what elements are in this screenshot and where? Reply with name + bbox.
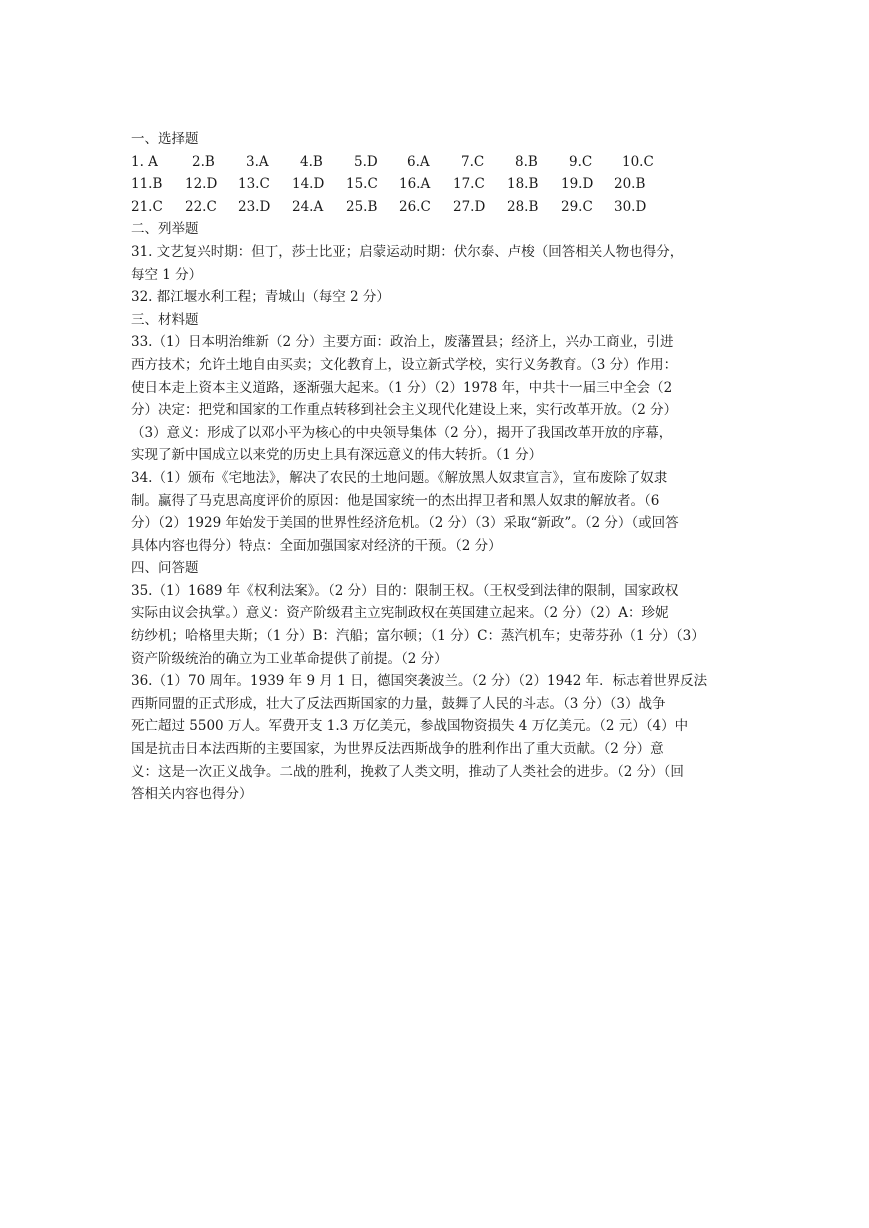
answer-line: 33.（1）日本明治维新（2 分）主要方面：政治上，废藩置县；经济上，兴办工商业，引进 xyxy=(131,334,674,351)
choice-answer: 21.C xyxy=(131,198,163,215)
answer-line: 每空 1 分） xyxy=(131,266,203,283)
answer-line: 具体内容也得分）特点：全面加强国家对经济的干预。（2 分） xyxy=(131,537,502,554)
answer-line: 答相关内容也得分） xyxy=(131,786,253,803)
choice-answer-row-3 xyxy=(131,196,741,219)
answer-line: 死亡超过 5500 万人。军费开支 1.3 万亿美元，参战国物资损失 4 万亿美元。（2 元）（4）中 xyxy=(131,718,689,735)
choice-answer: 18.B xyxy=(507,176,539,193)
answer-q31 xyxy=(131,241,741,286)
answer-line: 制。赢得了马克思高度评价的原因：他是国家统一的杰出捍卫者和黑人奴隶的解放者。（6 xyxy=(131,492,660,509)
answer-line: 西斯同盟的正式形成，壮大了反法西斯国家的力量，鼓舞了人民的斗志。（3 分）（3）战争 xyxy=(131,695,666,712)
choice-answer: 16.A xyxy=(399,176,431,193)
choice-answer: 10.C xyxy=(622,153,654,170)
answer-q32 xyxy=(131,286,741,309)
answer-line: 国是抗击日本法西斯的主要国家，为世界反法西斯战争的胜利作出了重大贡献。（2 分）意 xyxy=(131,741,664,758)
answer-line: 36.（1）70 周年。1939 年 9 月 1 日，德国突袭波兰。（2 分）（2）1942 年．标志着世界反法 xyxy=(131,673,708,690)
choice-answer: 7.C xyxy=(461,153,485,170)
choice-answer: 13.C xyxy=(238,176,270,193)
choice-answer: 5.D xyxy=(354,153,378,170)
choice-answer: 20.B xyxy=(614,176,646,193)
choice-answer: 8.B xyxy=(515,153,538,170)
answer-line: 纺纱机；哈格里夫斯；（1 分）B：汽船；富尔顿；（1 分）C：蒸汽机车；史蒂芬孙（1 分）（3） xyxy=(131,628,705,645)
choice-answer: 11.B xyxy=(131,176,163,193)
choice-answer: 24.A xyxy=(292,198,324,215)
answer-line: 使日本走上资本主义道路，逐渐强大起来。（1 分）（2）1978 年，中共十一届三中全会（2 xyxy=(131,379,673,396)
answer-key-content xyxy=(131,128,741,806)
answer-line: 义：这是一次正义战争。二战的胜利，挽救了人类文明，推动了人类社会的进步。（2 分）（回 xyxy=(131,763,684,780)
answer-q36 xyxy=(131,670,741,806)
answer-line: 分）（2）1929 年始发于美国的世界性经济危机。（2 分）（3）采取“新政”。（2 分）（或回答 xyxy=(131,515,679,532)
choice-answer: 28.B xyxy=(507,198,539,215)
choice-answer: 4.B xyxy=(300,153,323,170)
answer-q33 xyxy=(131,331,741,467)
choice-answer: 22.C xyxy=(185,198,217,215)
answer-line: 分）决定：把党和国家的工作重点转移到社会主义现代化建设上来，实行改革开放。（2 分） xyxy=(131,402,678,419)
choice-answer: 23.D xyxy=(238,198,271,215)
choice-answer: 30.D xyxy=(614,198,647,215)
choice-answer: 25.B xyxy=(346,198,378,215)
choice-answer: 2.B xyxy=(192,153,215,170)
answer-line: 31. 文艺复兴时期：但丁，莎士比亚；启蒙运动时期：伏尔泰、卢梭（回答相关人物也得分， xyxy=(131,243,684,260)
choice-answer: 6.A xyxy=(407,153,430,170)
choice-answer: 3.A xyxy=(246,153,269,170)
choice-answer: 19.D xyxy=(561,176,594,193)
choice-answer: 17.C xyxy=(453,176,485,193)
answer-line: 实现了新中国成立以来党的历史上具有深远意义的伟大转折。（1 分） xyxy=(131,447,543,464)
choice-answer: 14.D xyxy=(292,176,325,193)
answer-q35 xyxy=(131,580,741,670)
answer-line: 实际由议会执掌。）意义：资产阶级君主立宪制政权在英国建立起来。（2 分）（2）A：珍妮 xyxy=(131,605,669,622)
choice-answer: 12.D xyxy=(185,176,218,193)
choice-answer-row-1 xyxy=(131,151,741,174)
section-heading-choice: 一、选择题 xyxy=(131,131,199,147)
answer-line: 32. 都江堰水利工程；青城山（每空 2 分） xyxy=(131,289,390,306)
answer-line: 资产阶级统治的确立为工业革命提供了前提。（2 分） xyxy=(131,650,448,667)
section-heading-listing: 二、列举题 xyxy=(131,221,199,238)
choice-answer: 15.C xyxy=(346,176,378,193)
answer-line: 西方技术；允许土地自由买卖；文化教育上，设立新式学校，实行义务教育。（3 分）作用： xyxy=(131,356,678,373)
answer-line: 35.（1）1689 年《权利法案》。（2 分）目的：限制王权。（王权受到法律的限制，国家政权 xyxy=(131,582,679,599)
choice-answer-row-2 xyxy=(131,173,741,196)
section-heading-material: 三、材料题 xyxy=(131,311,199,328)
answer-line: （3）意义：形成了以邓小平为核心的中央领导集体（2 分），揭开了我国改革开放的序幕， xyxy=(131,424,673,441)
choice-answer: 27.D xyxy=(453,198,486,215)
answer-q34 xyxy=(131,467,741,557)
choice-answer: 29.C xyxy=(561,198,593,215)
section-heading-qa: 四、问答题 xyxy=(131,560,199,577)
choice-answer: 1. A xyxy=(131,153,158,170)
answer-line: 34.（1）颁布《宅地法》，解决了农民的土地问题。《解放黑人奴隶宣言》，宣布废除了奴隶 xyxy=(131,469,668,486)
choice-answer: 9.C xyxy=(569,153,593,170)
choice-answer: 26.C xyxy=(399,198,431,215)
